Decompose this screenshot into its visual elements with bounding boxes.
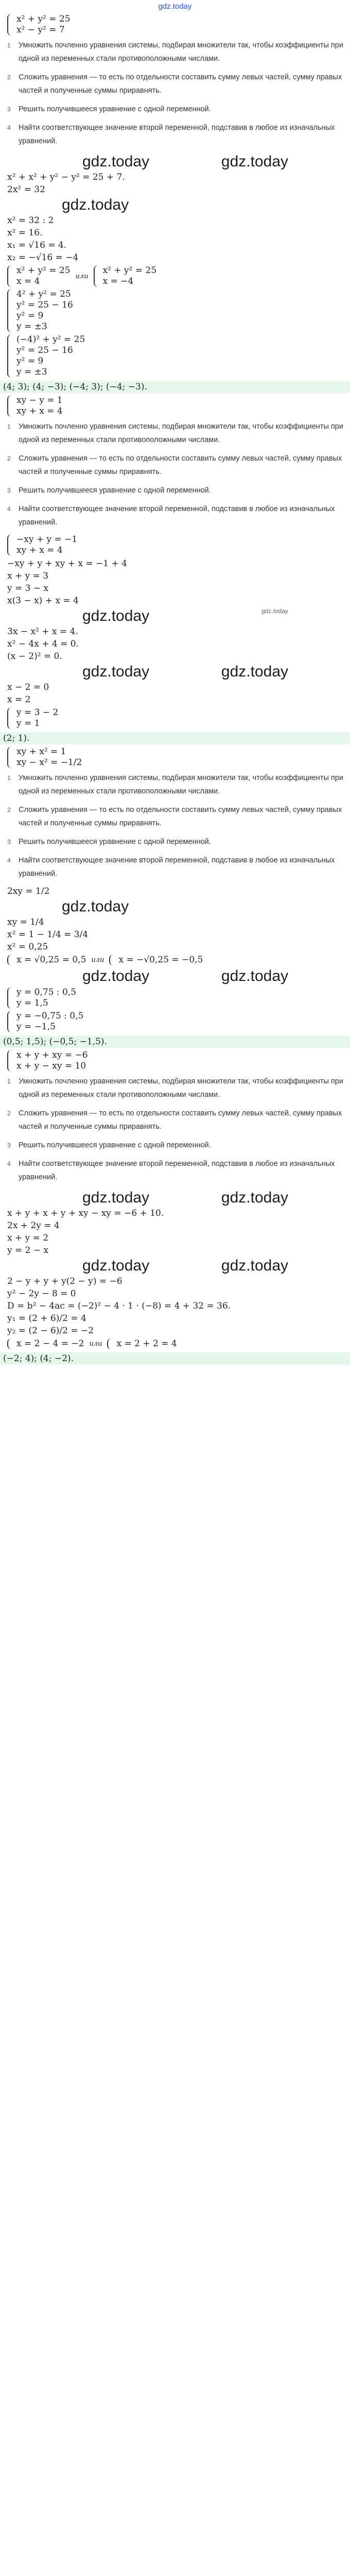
math-line: (x − 2)² = 0.: [7, 651, 62, 662]
eq: y² = 25 − 16: [16, 300, 73, 310]
p2-steps: 1 Умножить почленно уравнения системы, подбирая множители так, чтобы коэффициенты при одной из переменных стали противоположными числами. 2 Сложить уравнения — то есть по отдельности составить сумму левых частей, сумму правых частей и полученные суммы приравнять. 3 Решить получившееся уравнение с одной переменной. 4 Найти соответствующее значение второй переменной, подставив в любое из изначальных уравнений.: [7, 420, 345, 529]
watermark: gdz.today: [82, 1257, 150, 1274]
math-line: x² − 4x + 4 = 0.: [7, 639, 79, 649]
eq: y = ±3: [16, 321, 47, 332]
math-line: y₁ = (2 + 6)/2 = 4: [7, 1313, 86, 1324]
eq: x + y − xy = 10: [16, 1061, 86, 1071]
math-line: y² − 2y − 8 = 0: [7, 1289, 76, 1299]
math-line: x + y = 3: [7, 571, 49, 581]
p1-steps: 1 Умножить почленно уравнения системы, подбирая множители так, чтобы коэффициенты при одной из переменных стали противоположными числами. 2 Сложить уравнения — то есть по отдельности составить сумму левых частей, сумму правых частей и полученные суммы приравнять. 3 Решить получившееся уравнение с одной переменной. 4 Найти соответствующее значение второй переменной, подставив в любое из изначальных уравнений.: [7, 39, 345, 148]
step-text: Решить получившееся уравнение с одной переменной.: [19, 1141, 211, 1149]
p2-work-a: [7, 534, 345, 556]
step-text: Сложить уравнения — то есть по отдельности составить сумму левых частей, сумму правых частей и полученные суммы приравнять.: [19, 454, 342, 476]
math-line: y₂ = (2 − 6)/2 = −2: [7, 1326, 94, 1336]
eq: y = −0,75 : 0,5: [16, 1011, 84, 1021]
math-line: 2x + 2y = 4: [7, 1221, 60, 1231]
watermark-row: [5, 968, 345, 985]
math-line: y = 3 − x: [7, 583, 49, 594]
math-line: 3x − x² + x = 4.: [7, 626, 78, 637]
eq: x = 2 + 2 = 4: [116, 1338, 177, 1349]
eq: y = 1: [16, 718, 40, 728]
answer-line: (−2; 4); (4; −2).: [0, 1352, 350, 1365]
math-line: −xy + y + xy + x = −1 + 4: [7, 558, 127, 569]
math-line: x² = 1 − 1/4 = 3/4: [7, 929, 89, 940]
eq: 4² + y² = 25: [16, 289, 71, 299]
eq: x² + y² = 25: [102, 265, 157, 276]
watermark-row: [5, 1257, 345, 1275]
step-text: Сложить уравнения — то есть по отдельности составить сумму левых частей, сумму правых частей и полученные суммы приравнять.: [19, 806, 342, 827]
eq: (−4)² + y² = 25: [16, 334, 85, 345]
eq: xy + x = 4: [16, 545, 63, 555]
watermark: gdz.today: [261, 607, 288, 615]
watermark-row: [5, 663, 345, 681]
watermark: gdz.today: [82, 153, 150, 170]
step-text: Найти соответствующее значение второй переменной, подставив в любое из изначальных уравнений.: [19, 505, 335, 527]
eq: −xy + y = −1: [16, 534, 78, 545]
watermark: gdz.today: [82, 1189, 150, 1206]
math-line: x(3 − x) + x = 4: [7, 596, 79, 606]
math-line: D = b² − 4ac = (−2)² − 4 · 1 · (−8) = 4 + 32 = 36.: [7, 1301, 231, 1311]
math-line: 2xy = 1/2: [7, 886, 50, 896]
eq: y = −1,5: [16, 1022, 56, 1032]
eq: x + y + xy = −6: [16, 1050, 88, 1060]
math-line: x − 2 = 0: [7, 682, 49, 692]
p1-system: [7, 14, 345, 36]
p2-system: [7, 395, 345, 417]
step-text: Решить получившееся уравнение с одной переменной.: [19, 486, 211, 495]
watermark: gdz.today: [82, 663, 150, 680]
p3-steps: 1 Умножить почленно уравнения системы, подбирая множители так, чтобы коэффициенты при одной из переменных стали противоположными числами. 2 Сложить уравнения — то есть по отдельности составить сумму левых частей, сумму правых частей и полученные суммы приравнять. 3 Решить получившееся уравнение с одной переменной. 4 Найти соответствующее значение второй переменной, подставив в любое из изначальных уравнений.: [7, 771, 345, 880]
step-text: Решить получившееся уравнение с одной переменной.: [19, 838, 211, 846]
answer-line: (0,5; 1,5); (−0,5; −1,5).: [0, 1036, 350, 1048]
watermark: gdz.today: [221, 968, 288, 985]
eq: x = −4: [102, 276, 134, 286]
eq: y = ±3: [16, 367, 47, 377]
p3-case-a: [7, 987, 345, 1009]
watermark: gdz.today: [221, 153, 288, 170]
step-text: Найти соответствующее значение второй переменной, подставив в любое из изначальных уравнений.: [19, 124, 335, 145]
step-text: Решить получившееся уравнение с одной переменной.: [19, 105, 211, 113]
math-line: x₁ = √16 = 4.: [7, 240, 67, 250]
step-text: Найти соответствующее значение второй переменной, подставив в любое из изначальных уравнений.: [19, 856, 335, 878]
watermark: gdz.today: [62, 898, 129, 915]
solution-page: [0, 2, 350, 2576]
eq: y = 3 − 2: [16, 707, 59, 718]
eq: y² = 25 − 16: [16, 345, 73, 355]
p1-eq: x² − y² = 7: [16, 25, 65, 35]
or-word: или: [91, 956, 104, 964]
math-line: 2 − y + y + y(2 − y) = −6: [7, 1276, 122, 1286]
p4-cases: [7, 1338, 345, 1349]
eq: y = 0,75 : 0,5: [16, 987, 77, 997]
math-line: x + y = 2: [7, 1233, 49, 1243]
step-text: Умножить почленно уравнения системы, подбирая множители так, чтобы коэффициенты при одной из переменных стали противоположными числами.: [19, 422, 343, 444]
math-line: x₂ = −√16 = −4: [7, 252, 79, 263]
step-text: Умножить почленно уравнения системы, подбирая множители так, чтобы коэффициенты при одной из переменных стали противоположными числами.: [19, 774, 343, 795]
eq: xy − y = 1: [16, 395, 63, 405]
p1-case-a: [7, 289, 345, 332]
step-text: Умножить почленно уравнения системы, подбирая множители так, чтобы коэффициенты при одной из переменных стали противоположными числами.: [19, 41, 343, 63]
p4-system: [7, 1050, 345, 1072]
math-line: x² = 16.: [7, 228, 43, 238]
math-line: x² + x² + y² − y² = 25 + 7.: [7, 172, 125, 182]
eq: x² + y² = 25: [16, 265, 71, 276]
watermark: gdz.today: [221, 1189, 288, 1206]
watermark: gdz.today: [82, 968, 150, 985]
step-text: Умножить почленно уравнения системы, подбирая множители так, чтобы коэффициенты при одной из переменных стали противоположными числами.: [19, 1077, 343, 1099]
answer-line: (4; 3); (4; −3); (−4; 3); (−4; −3).: [0, 381, 350, 393]
answer-line: (2; 1).: [0, 732, 350, 744]
p1-cases: [7, 265, 345, 287]
eq: x = −√0,25 = −0,5: [118, 955, 203, 965]
site-link[interactable]: gdz.today: [158, 2, 192, 11]
watermark: gdz.today: [62, 196, 129, 213]
step-text: Сложить уравнения — то есть по отдельности составить сумму левых частей, сумму правых частей и полученные суммы приравнять.: [19, 1109, 342, 1131]
p1-eq: x² + y² = 25: [16, 14, 71, 24]
watermark: gdz.today: [82, 607, 150, 624]
step-text: Найти соответствующее значение второй переменной, подставив в любое из изначальных уравнений.: [19, 1160, 335, 1181]
eq: xy − x² = −1/2: [16, 757, 82, 768]
math-line: 2x² = 32: [7, 184, 45, 195]
watermark-row: [5, 1189, 345, 1207]
watermark-row: [5, 607, 345, 625]
eq: y = 1,5: [16, 998, 48, 1008]
math-line: x² = 0,25: [7, 942, 48, 952]
math-line: x = 2: [7, 694, 31, 705]
eq: x = √0,25 = 0,5: [16, 955, 86, 965]
watermark: gdz.today: [221, 663, 288, 680]
or-word: или: [75, 272, 89, 280]
watermark: gdz.today: [221, 1257, 288, 1274]
watermark-row: [5, 153, 345, 171]
math-line: y = 2 − x: [7, 1245, 49, 1256]
p3-case-b: [7, 1011, 345, 1032]
eq: x = 2 − 4 = −2: [16, 1338, 84, 1349]
p2-result: [7, 707, 345, 729]
p4-steps: 1 Умножить почленно уравнения системы, подбирая множители так, чтобы коэффициенты при одной из переменных стали противоположными числами. 2 Сложить уравнения — то есть по отдельности составить сумму левых частей, сумму правых частей и полученные суммы приравнять. 3 Решить получившееся уравнение с одной переменной. 4 Найти соответствующее значение второй переменной, подставив в любое из изначальных уравнений.: [7, 1075, 345, 1184]
p3-system: [7, 747, 345, 768]
eq: x = 4: [16, 276, 40, 286]
eq: y² = 9: [16, 311, 44, 321]
math-line: xy = 1/4: [7, 917, 44, 927]
math-line: x + y + x + y + xy − xy = −6 + 10.: [7, 1208, 164, 1218]
eq: y² = 9: [16, 356, 44, 366]
step-text: Сложить уравнения — то есть по отдельности составить сумму левых частей, сумму правых частей и полученные суммы приравнять.: [19, 73, 342, 95]
eq: xy + x² = 1: [16, 747, 66, 757]
eq: xy + x = 4: [16, 406, 63, 416]
p1-case-b: [7, 334, 345, 378]
math-line: x² = 32 : 2: [7, 215, 54, 226]
or-word: или: [89, 1340, 102, 1348]
p3-roots: [7, 955, 345, 965]
